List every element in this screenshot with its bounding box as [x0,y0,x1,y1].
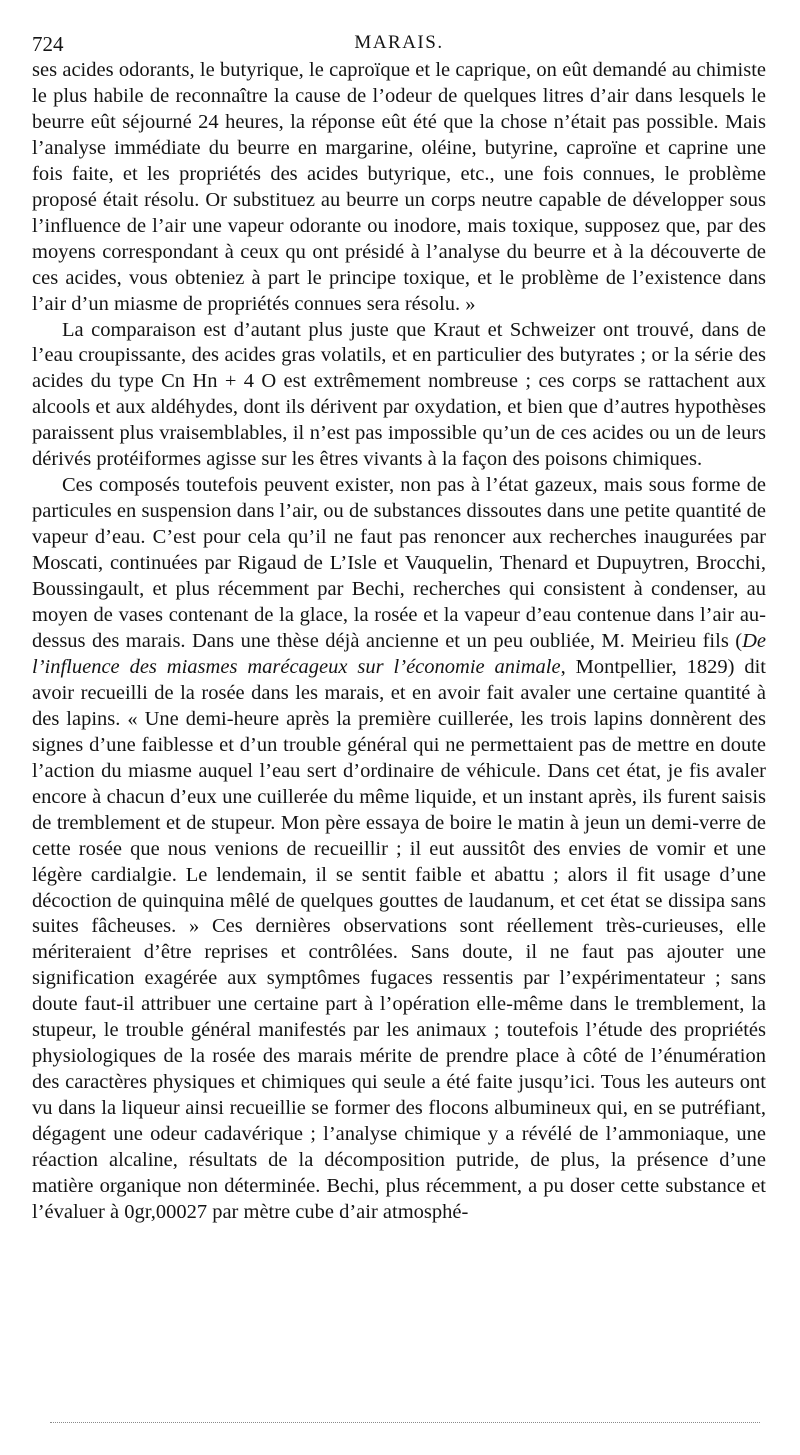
page-number: 724 [32,32,64,56]
text-run: La comparaison est d’autant plus juste que Kraut et Schweizer ont trouvé, dans de l’eau croupissante, des acides gras volatils, et en particulier des butyrates ; or la série des acides du type Cn Hn + 4 O est extrêmement nombreuse ; ces corps se rattachent aux alcools et aux aldéhydes, dont ils dérivent par oxydation, et bien que d’autres hypothèses paraissent plus vraisemblables, il n’est pas impossible qu’un de ces acides ou un de leurs dérivés protéiformes agisse sur les êtres vivants à la façon des poisons chimiques. [32,318,766,471]
paragraph [32,473,766,1226]
text-run: Ces composés toutefois peuvent exister, non pas à l’état gazeux, mais sous forme de particules en suspension dans l’air, ou de substances dissoutes dans une petite quantité de vapeur d’eau. C’est pour cela qu’il ne faut pas renoncer aux recherches inaugurées par Moscati, continuées par Rigaud de L’Isle et Vauquelin, Thenard et Dupuytren, Brocchi, Boussingault, et plus récemment par Bechi, recherches qui consistent à condenser, au moyen de vases contenant de la glace, la rosée et la vapeur d’eau contenue dans l’air au-dessus des marais. Dans une thèse déjà ancienne et un peu oubliée, M. Meirieu fils ( [32,474,766,652]
body-text [32,58,766,1226]
text-run: , Montpellier, 1829) dit avoir recueilli de la rosée dans les marais, et en avoir fait avaler une certaine quantité à des lapins. « Une demi-heure après la première cuillerée, les trois lapins donnèrent des signes d’une faiblesse et d’un trouble général qui ne permettaient pas de mettre en doute l’action du miasme auquel l’eau sert d’ordinaire de véhicule. Dans cet état, je fis avaler encore à chacun d’eux une cuillerée du même liquide, et un instant après, ils furent saisis de tremblement et de stupeur. Mon père essaya de boire le matin à jeun un demi-verre de cette rosée que nous venions de recueillir ; il eut aussitôt des envies de vomir et une légère cardialgie. Le lendemain, il se sentit faible et abattu ; alors il fit usage d’une décoction de quinquina mêlé de quelques gouttes de laudanum, et cet état se dissipa sans suites fâcheuses. » Ces dernières observations sont réellement très-curieuses, elle mériteraient d’être reprises et contrôlées. Sans doute, il ne faut pas ajouter une signification exagérée aux symptômes fugaces ressentis par l’expérimentateur ; sans doute faut-il attribuer une certaine part à l’opération elle-même dans le tremblement, la stupeur, le trouble général manifestés par les animaux ; toutefois l’étude des propriétés physiologiques de la rosée des marais mérite de prendre place à côté de l’énumération des caractères physiques et chimiques qui seule a été faite jusqu’ici. Tous les auteurs ont vu dans la liqueur ainsi recueillie se former des flocons albumineux qui, en se putréfiant, dégagent une odeur cadavérique ; l’analyse chimique y a révélé de l’ammoniaque, une réaction alcaline, résultats de la décomposition putride, de plus, la présence d’une matière organique non déterminée. Bechi, plus récemment, a pu doser cette substance et l’évaluer à 0gr,00027 par mètre cube d’air atmosphé- [32,655,766,1223]
paragraph [32,58,766,318]
running-title: MARAIS. [354,32,444,53]
text-run: ses acides odorants, le butyrique, le caproïque et le caprique, on eût demandé au chimiste le plus habile de reconnaître la cause de l’odeur de quelques litres d’air dans lesquels le beurre eût séjourné 24 heures, la réponse eût été que la chose n’était pas possible. Mais l’analyse immédiate du beurre en margarine, oléine, butyrine, caproïne et caprine une fois faite, et les propriétés des acides butyrique, etc., une fois connues, le problème proposé était résolu. Or substituez au beurre un corps neutre capable de développer sous l’influence de l’air une vapeur odorante ou inodore, mais toxique, supposez que, par des moyens correspondant à ceux qu ont présidé à l’analyse du beurre et à la découverte de ces acides, vous obteniez à part le principe toxique, et le problème de l’existence dans l’air d’un miasme de propriétés connues sera résolu. » [32,59,766,315]
paragraph [32,318,766,474]
footer-rule [50,1422,760,1423]
page-header [32,26,766,54]
italic-title: De l’influence des miasmes marécageux sur l’économie animale [32,629,766,678]
